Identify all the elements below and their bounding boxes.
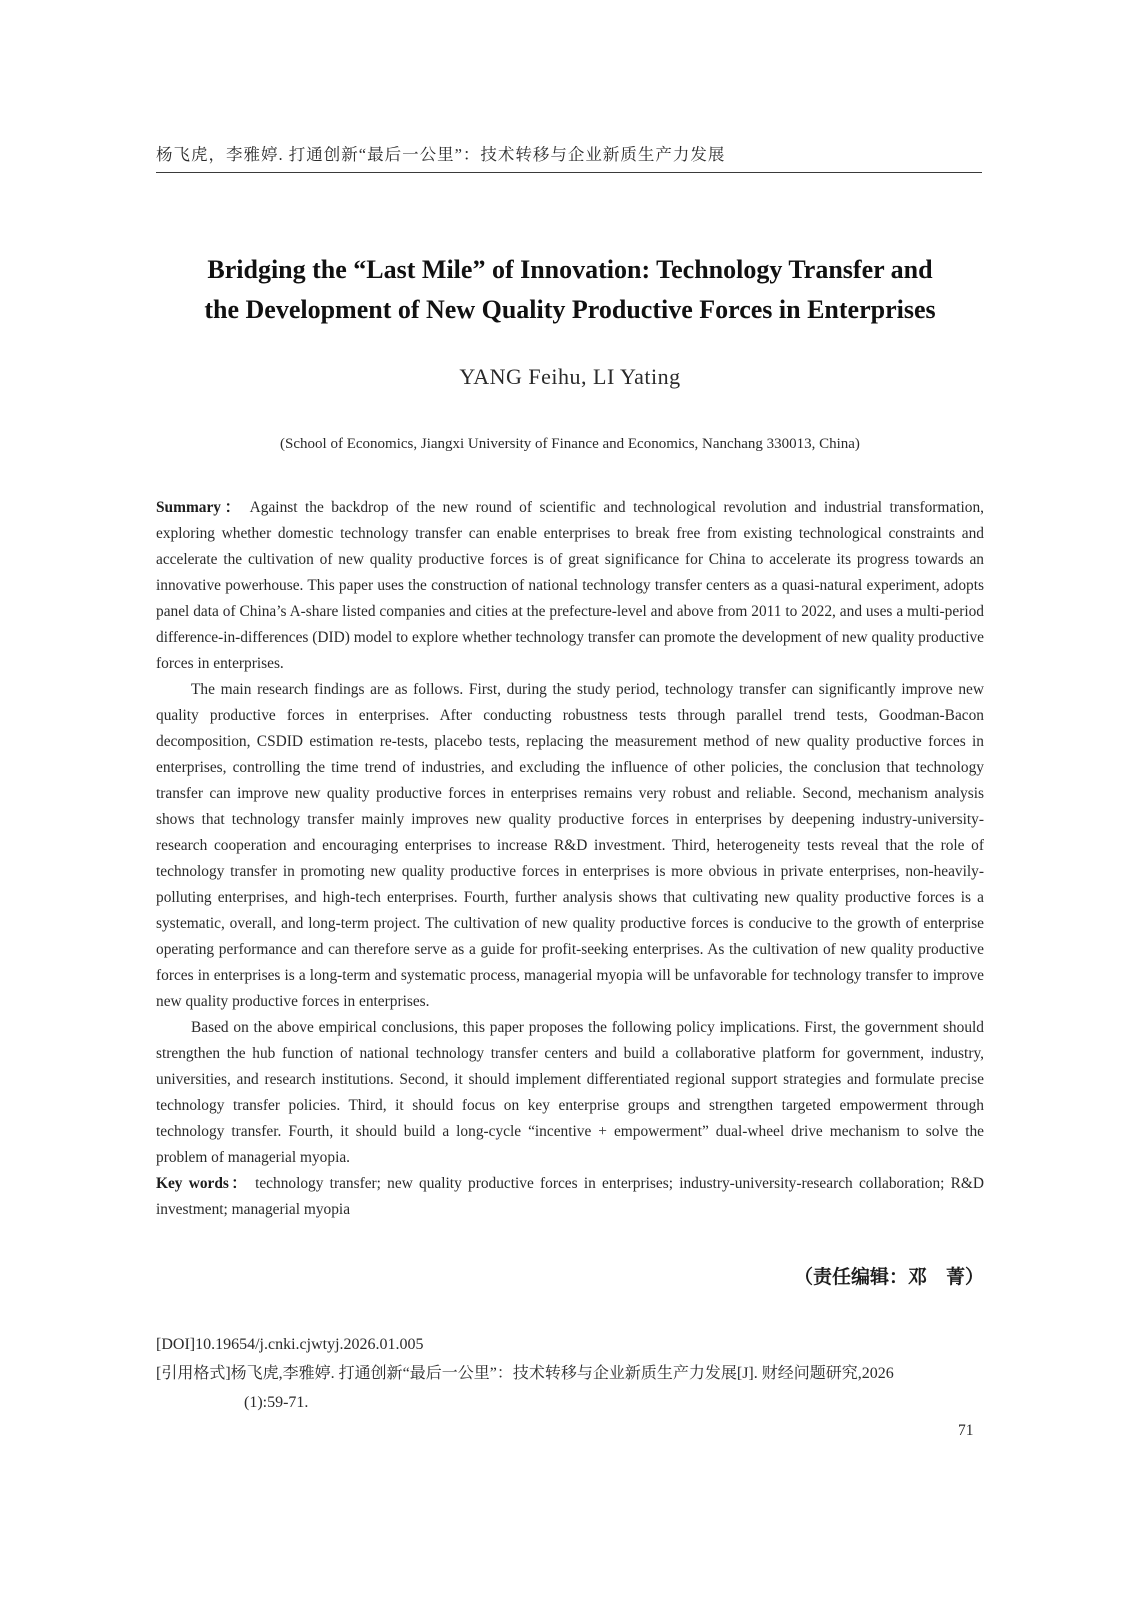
- summary-paragraph: [156, 495, 984, 677]
- page-number: 71: [958, 1422, 974, 1439]
- article-title: [156, 250, 984, 330]
- keywords-paragraph: [156, 1171, 984, 1223]
- summary-label: Summary：: [156, 499, 244, 516]
- keywords-label: Key words：: [156, 1175, 250, 1192]
- article-title-line-1: Bridging the “Last Mile” of Innovation: Technology Transfer and: [207, 255, 933, 284]
- authors: YANG Feihu, LI Yating: [459, 364, 681, 389]
- citation-line: [引用格式]杨飞虎,李雅婷. 打通创新“最后一公里”：技术转移与企业新质生产力发展[J]. 财经问题研究,2026: [156, 1365, 894, 1382]
- footer-references: [156, 1330, 996, 1417]
- header-rule: [156, 172, 982, 173]
- abstract-body: [156, 495, 984, 1223]
- running-head: 杨飞虎，李雅婷. 打通创新“最后一公里”：技术转移与企业新质生产力发展: [156, 145, 726, 164]
- doi-line: [DOI]10.19654/j.cnki.cjwtyj.2026.01.005: [156, 1336, 424, 1353]
- summary-text: Against the backdrop of the new round of scientific and technological revolution and industrial transformation, exploring whether domestic technology transfer can enable enterprises to break free from existing technological constraints and accelerate the cultivation of new quality productive forces is of great significance for China to accelerate its progress towards an innovative powerhouse. This paper uses the construction of national technology transfer centers as a quasi-natural experiment, adopts panel data of China’s A-share listed companies and cities at the prefecture-level and above from 2011 to 2022, and uses a multi-period difference-in-differences (DID) model to explore whether technology transfer can promote the development of new quality productive forces in enterprises.: [156, 499, 984, 672]
- citation-line-continued: (1):59-71.: [244, 1394, 309, 1411]
- findings-paragraph: The main research findings are as follows. First, during the study period, technology transfer can significantly improve new quality productive forces in enterprises. After conducting robustness tests through parallel trend tests, Goodman-Bacon decomposition, CSDID estimation re-tests, placebo tests, replacing the measurement method of new quality productive forces in enterprises, controlling the time trend of industries, and excluding the influence of other policies, the conclusion that technology transfer can improve new quality productive forces in enterprises remains very robust and reliable. Second, mechanism analysis shows that technology transfer mainly improves new quality productive forces in enterprises by deepening industry-university-research cooperation and encouraging enterprises to increase R&D investment. Third, heterogeneity tests reveal that the role of technology transfer in promoting new quality productive forces in enterprises is more obvious in private enterprises, non-heavily-polluting enterprises, and high-tech enterprises. Fourth, further analysis shows that cultivating new quality productive forces is a systematic, overall, and long-term project. The cultivation of new quality productive forces is conducive to the growth of enterprise operating performance and can therefore serve as a guide for profit-seeking enterprises. As the cultivation of new quality productive forces in enterprises is a long-term and systematic process, managerial myopia will be unfavorable for technology transfer to improve new quality productive forces in enterprises.: [156, 681, 984, 1010]
- affiliation: (School of Economics, Jiangxi University of Finance and Economics, Nanchang 330013, China): [280, 436, 860, 452]
- responsible-editor-note: （责任编辑：邓 菁）: [793, 1267, 984, 1288]
- article-title-line-2: the Development of New Quality Productive Forces in Enterprises: [204, 295, 936, 324]
- keywords-text: technology transfer; new quality productive forces in enterprises; industry-university-research collaboration; R&D investment; managerial myopia: [156, 1175, 984, 1218]
- policy-paragraph: Based on the above empirical conclusions, this paper proposes the following policy implications. First, the government should strengthen the hub function of national technology transfer centers and build a collaborative platform for government, industry, universities, and research institutions. Second, it should implement differentiated regional support strategies and formulate precise technology transfer policies. Third, it should focus on key enterprise groups and strengthen targeted empowerment through technology transfer. Fourth, it should build a long-cycle “incentive + empowerment” dual-wheel drive mechanism to solve the problem of managerial myopia.: [156, 1019, 984, 1166]
